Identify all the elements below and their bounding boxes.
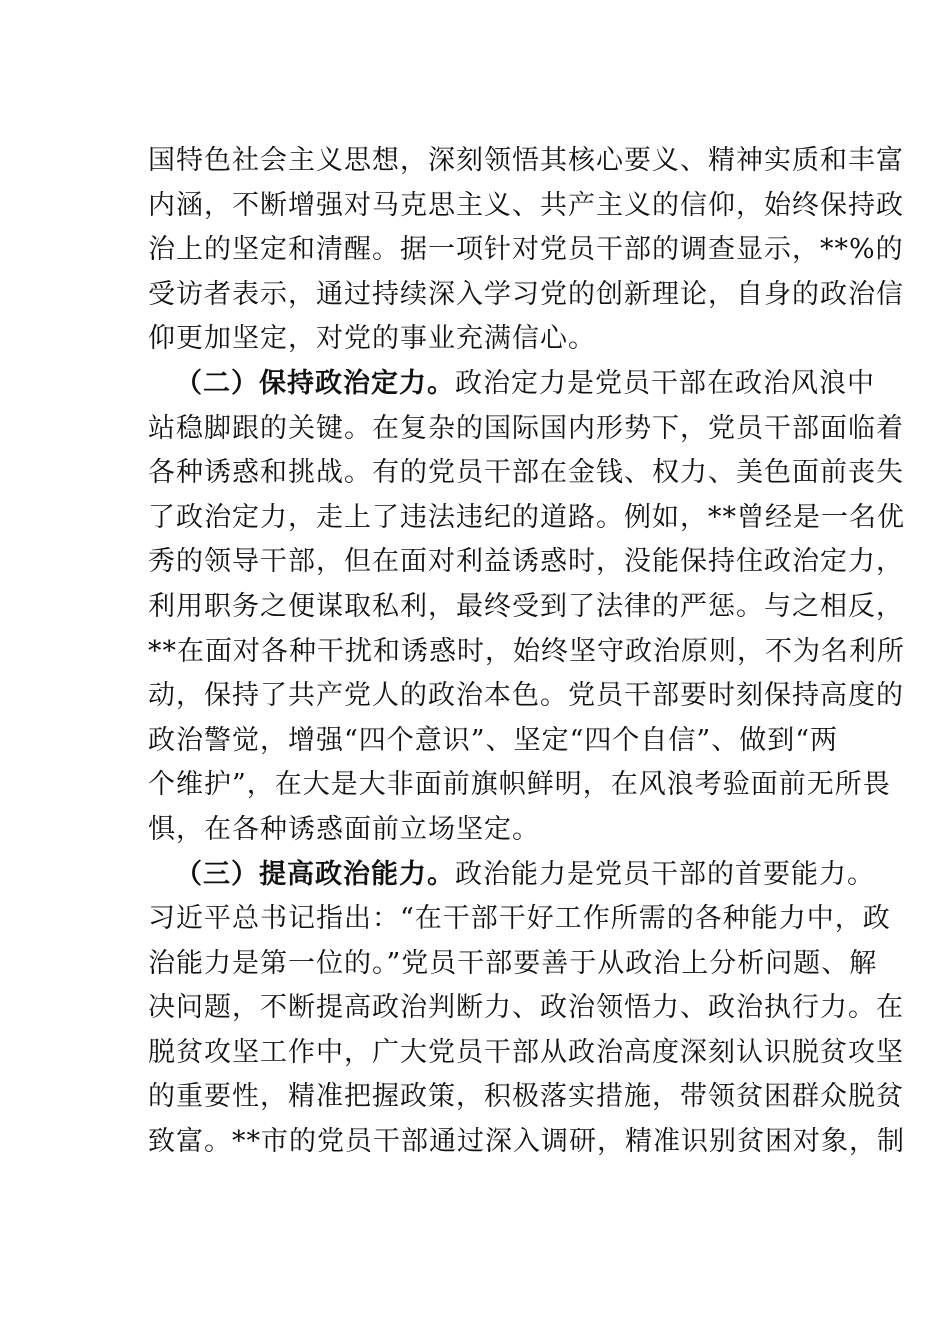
section-heading: （三）提高政治能力。 (175, 858, 455, 890)
text-line: 各种诱惑和挑战。有的党员干部在金钱、权力、美色面前丧失 (148, 457, 904, 489)
text-run: 政治定力是党员干部在政治风浪中 (455, 367, 875, 399)
text-line: 站稳脚跟的关键。在复杂的国际国内形势下，党员干部面临着 (148, 412, 904, 444)
text-line: 惧，在各种诱惑面前立场坚定。 (148, 813, 540, 845)
paragraph-1 (148, 139, 904, 362)
paragraph-first-line (148, 362, 875, 407)
text-run: 政治能力是党员干部的首要能力。 (455, 858, 875, 890)
text-line: 的重要性，精准把握政策，积极落实措施，带领贫困群众脱贫 (148, 1081, 904, 1113)
text-line: 治上的坚定和清醒。据一项针对党员干部的调查显示，**%的 (148, 234, 904, 266)
document-page (148, 139, 905, 1165)
text-line: 治能力是第一位的。”党员干部要善于从政治上分析问题、解 (148, 947, 878, 979)
text-line: 仰更加坚定，对党的事业充满信心。 (148, 323, 596, 355)
text-line: 了政治定力，走上了违法违纪的道路。例如，**曾经是一名优 (148, 501, 905, 533)
text-line: 个维护”，在大是大非面前旗帜鲜明，在风浪考验面前无所畏 (148, 769, 891, 801)
text-line: 政治警觉，增强“四个意识”、坚定“四个自信”、做到“两 (148, 724, 839, 756)
text-line: 国特色社会主义思想，深刻领悟其核心要义、精神实质和丰富 (148, 145, 904, 176)
paragraph-3 (148, 853, 905, 1165)
section-heading: （二）保持政治定力。 (175, 367, 455, 399)
text-line: **在面对各种干扰和诱惑时，始终坚守政治原则，不为名利所 (148, 635, 905, 667)
text-line: 脱贫攻坚工作中，广大党员干部从政治高度深刻认识脱贫攻坚 (148, 1036, 904, 1068)
text-line: 受访者表示，通过持续深入学习党的创新理论，自身的政治信 (148, 278, 904, 310)
text-line: 决问题，不断提高政治判断力、政治领悟力、政治执行力。在 (148, 992, 904, 1024)
text-line: 利用职务之便谋取私利，最终受到了法律的严惩。与之相反， (148, 590, 904, 622)
text-line: 致富。**市的党员干部通过深入调研，精准识别贫困对象，制 (148, 1126, 905, 1158)
text-line: 秀的领导干部，但在面对利益诱惑时，没能保持住政治定力， (148, 546, 904, 578)
text-line: 习近平总书记指出：“在干部干好工作所需的各种能力中，政 (148, 903, 891, 935)
text-line: 动，保持了共产党人的政治本色。党员干部要时刻保持高度的 (148, 680, 904, 712)
text-line: 内涵，不断增强对马克思主义、共产主义的信仰，始终保持政 (148, 189, 904, 221)
paragraph-2 (148, 362, 905, 853)
paragraph-first-line (148, 853, 875, 898)
